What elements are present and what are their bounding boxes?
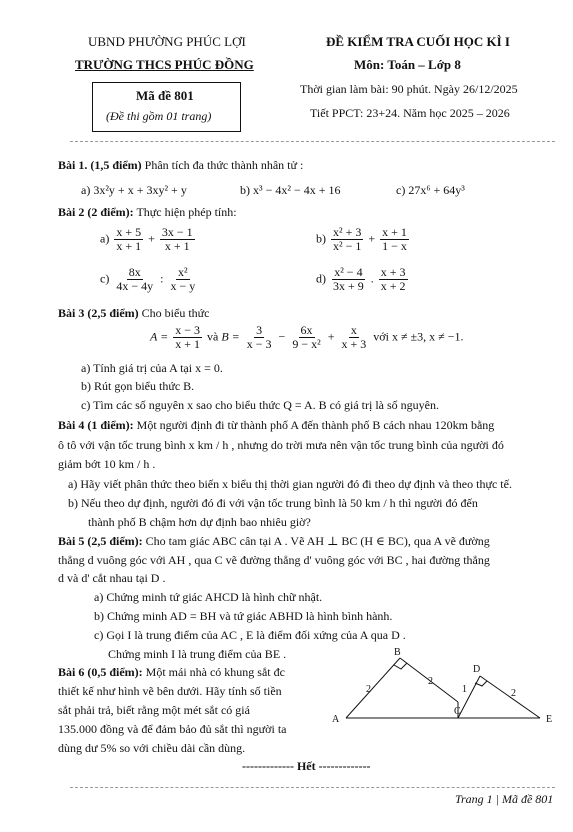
bai3-text: Cho biểu thức [138,306,210,320]
bai3-a: a) Tính giá trị của A tại x = 0. [81,361,223,375]
exam-period: Tiết PPCT: 23+24. Năm học 2025 – 2026 [310,106,510,120]
bai3-heading [58,306,210,321]
exam-title: ĐỀ KIỂM TRA CUỐI HỌC KÌ I [326,34,510,49]
bai5-b: b) Chứng minh AD = BH và tứ giác ABHD là hình bình hành. [94,609,393,623]
frac-num: x − 3 [175,323,200,337]
bai2-d [316,266,410,293]
bai4-line2: ô tô với vận tốc trung bình x km / h , nhưng do trời mưa nên vận tốc trung bình của người đó [58,438,504,452]
frac-num: 3x − 1 [161,225,193,239]
bai1-a: a) 3x²y + x + 3xy² + y [81,183,187,197]
length-label: 1 [462,684,467,695]
expr-b-lhs: B = [221,329,240,344]
conjunction: và [207,329,219,344]
expr-a-lhs: A = [150,329,169,344]
bai6-text: Một mái nhà có khung sắt đc [142,665,285,679]
length-label: 2 [511,688,516,699]
bai6-line2: thiết kế như hình vẽ bên dưới. Hãy tính số tiền [58,684,282,698]
bai1-text: Phân tích đa thức thành nhân tử : [141,158,304,172]
label-e: E [546,714,553,725]
frac-num: x² + 3 [333,225,362,239]
bai6-line1 [58,665,285,680]
operator: + [148,231,155,246]
frac-den: 9 − x² [292,337,321,352]
length-label: 2 [366,684,371,695]
bai1-c: c) 27x⁶ + 64y³ [396,183,465,197]
page-footer: Trang 1 | Mã đề 801 [455,792,554,806]
header-divider [70,141,555,142]
bai2-c [100,266,199,293]
label-c: C [454,706,461,717]
bai4-line3: giảm bớt 10 km / h . [58,457,156,471]
right-angle-mark-b [394,663,407,669]
bai3-b: b) Rút gọn biểu thức B. [81,379,195,393]
bai2-title: Bài 2 (2 điểm): [58,205,134,219]
bai6-line3: sắt phải trả, biết rằng một mét sắt có giá [58,703,250,717]
length-label: 2 [428,676,433,687]
frac-den: 4x − 4y [116,279,154,294]
bai1-title: Bài 1. (1,5 điểm) [58,158,142,172]
operator: − [278,329,286,344]
frac-num: x + 1 [382,225,407,239]
operator: + [327,329,335,344]
bai2-a [100,226,197,253]
bai2-b-label: b) [316,231,326,246]
condition: với x ≠ ±3, x ≠ −1. [373,329,464,344]
frac-den: x − 3 [246,337,272,352]
frac-den: x² − 1 [333,239,362,254]
segment-ab [346,658,400,718]
bai3-c: c) Tìm các số nguyên x sao cho biểu thức Q = A. B có giá trị là số nguyên. [81,398,439,412]
frac-den: 3x + 9 [333,279,364,294]
bai5-a: a) Chứng minh tứ giác AHCD là hình chữ nhật. [94,590,323,604]
frac-num: x + 3 [380,265,406,279]
bai5-line3: d và d' cắt nhau tại D . [58,571,166,585]
bai1-b: b) x³ − 4x² − 4x + 16 [240,183,341,197]
bai6-title: Bài 6 (0,5 điểm): [58,665,143,679]
end-marker: ------------- Hết ------------- [242,759,371,773]
label-b: B [394,647,401,658]
bai2-c-label: c) [100,271,110,286]
bai6-line5: dùng dư 5% so với chiều dài cần dùng. [58,741,246,755]
bai5-c2: Chứng minh I là trung điểm của BE . [108,647,287,661]
label-a: A [332,714,340,725]
bai4-text: Một người định đi từ thành phố A đến thành phố B cách nhau 120km bằng [133,418,495,432]
bai5-text: Cho tam giác ABC cân tại A . Vẽ AH ⊥ BC (H ∈ BC), qua A vẽ đường [142,534,490,548]
bai5-title: Bài 5 (2,5 điểm): [58,534,143,548]
header-department: UBND PHƯỜNG PHÚC LỢI [88,34,246,49]
footer-divider [70,787,555,788]
bai4-title: Bài 4 (1 điểm): [58,418,134,432]
exam-subject: Môn: Toán – Lớp 8 [354,57,461,72]
bai6-line4: 135.000 đồng và để đảm bảo đủ sắt thì người ta [58,722,287,736]
bai5-line1 [58,534,490,549]
frac-den: x − y [170,279,196,294]
header-school: TRƯỜNG THCS PHÚC ĐỒNG [75,57,254,72]
frac-num: 8x [128,265,141,279]
bai4-line1 [58,418,494,433]
bai3-title: Bài 3 (2,5 điểm) [58,306,139,320]
frac-num: 3 [256,323,263,337]
frac-num: 6x [300,323,313,337]
frac-den: x + 1 [116,239,142,254]
exam-time: Thời gian làm bài: 90 phút. Ngày 26/12/2025 [300,82,518,96]
segment-cd [458,676,480,718]
bai2-d-label: d) [316,271,326,286]
bai5-c1: c) Gọi I là trung điểm của AC , E là điểm đối xứng của A qua D . [94,628,406,642]
frac-den: x + 1 [175,337,200,352]
frac-num: x² [178,265,188,279]
bai2-a-label: a) [100,231,110,246]
segment-de [480,676,540,718]
operator: : [160,271,164,286]
label-d: D [473,664,481,675]
bai4-b2: thành phố B chậm hơn dự định bao nhiêu giờ? [88,515,311,529]
bai1-heading [58,158,303,173]
frac-den: x + 3 [341,337,367,352]
roof-truss-diagram [328,646,560,736]
bai4-a: a) Hãy viết phân thức theo biến x biểu thị thời gian người đó đi theo dự định và theo thực tế. [68,477,512,491]
bai5-line2: thẳng d vuông góc với AH , qua C vẽ đường thẳng d' vuông góc với BC , hai đường thẳng [58,553,490,567]
frac-den: x + 2 [380,279,406,294]
bai4-b1: b) Nếu theo dự định, người đó đi với vận tốc trung bình là 50 km / h thì người đó đến [68,496,478,510]
bai3-expression [150,324,463,351]
bai2-b [316,226,411,253]
pages-note: (Đề thi gồm 01 trang) [106,109,212,123]
frac-num: x + 5 [116,225,142,239]
bai2-text: Thực hiện phép tính: [133,205,237,219]
frac-num: x [350,323,357,337]
bai2-heading [58,205,237,220]
frac-num: x² − 4 [334,265,363,279]
frac-den: x + 1 [164,239,190,254]
operator: + [368,231,376,246]
exam-code: Mã đề 801 [136,88,194,103]
operator: . [370,271,374,286]
frac-den: 1 − x [382,239,407,254]
